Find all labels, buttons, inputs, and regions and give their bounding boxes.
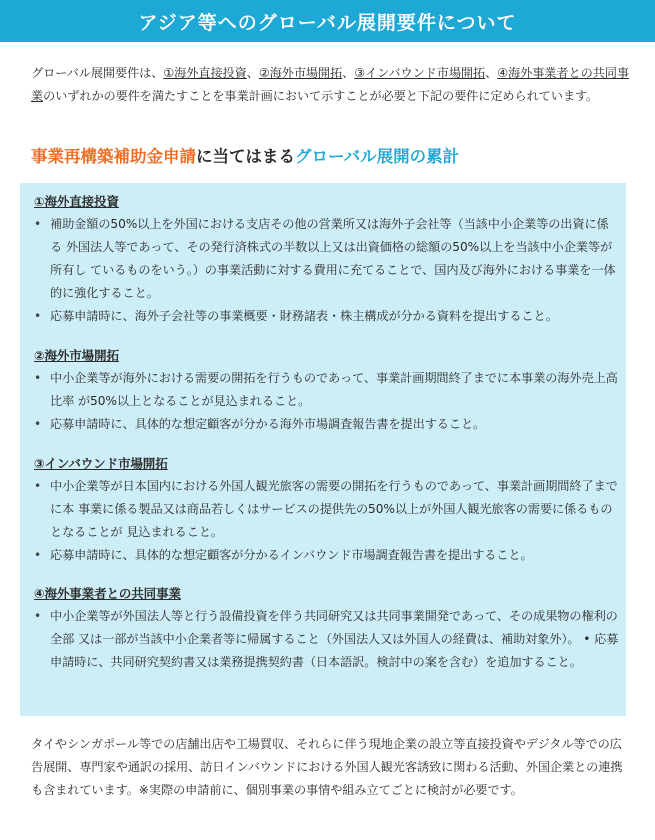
requirement-list: [34, 213, 619, 328]
section-heading-global: グローバル展開の累計: [295, 147, 460, 166]
list-item: • 中小企業等が外国法人等と行う設備投資を伴う共同研究又は共同事業開発であって、その成果物の権利の全部 又は一部が当該中小企業者等に帰属すること（外国法人又は外国人の経費は、補助対象外）。 • 応募申請時に、共同研究契約書又は業務提携契約書（日本語訳。検討中の案を含む）を追加すること。: [34, 605, 619, 674]
requirement-section-inbound-market: [34, 452, 619, 567]
requirement-list: [34, 605, 619, 674]
list-item: • 補助金額の50%以上を外国における支店その他の営業所又は海外子会社等（当該中小企業等の出資に係る 外国法人等であって、その発行済株式の半数以上又は出資価格の総額の50%以上を当該中小企業等が所有し ているものをいう。）の事業活動に対する費用に充てることで、国内及び海外における事業を一体的に強化すること。: [34, 213, 619, 305]
requirement-link-2: ②海外市場開拓: [258, 66, 343, 80]
list-item: • 応募申請時に、海外子会社等の事業概要・財務諸表・株主構成が分かる資料を提出すること。: [34, 305, 619, 328]
list-item: • 応募申請時に、具体的な想定顧客が分かる海外市場調査報告書を提出すること。: [34, 413, 619, 436]
section-heading-connector: に当てはまる: [196, 147, 295, 166]
title-banner: [0, 0, 655, 42]
intro-separator-1: 、: [246, 66, 259, 80]
intro-text-end: のいずれかの要件を満たすことを事業計画において示すことが必要と下記の要件に定められています。: [43, 89, 599, 103]
requirement-section-direct-investment: [34, 190, 619, 328]
requirement-link-3: ③インバウンド市場開拓: [354, 66, 486, 80]
intro-separator-2: 、: [342, 66, 355, 80]
requirement-title: ④海外事業者との共同事業: [34, 586, 181, 601]
page-title: アジア等へのグローバル展開要件について: [138, 11, 517, 34]
requirement-list: [34, 367, 619, 436]
requirement-link-1: ①海外直接投資: [163, 66, 247, 80]
requirement-title: ①海外直接投資: [34, 194, 119, 209]
requirement-list: [34, 475, 619, 567]
intro-separator-3: 、: [485, 66, 498, 80]
requirement-section-joint-venture: [34, 582, 619, 674]
list-item: • 中小企業等が海外における需要の開拓を行うものであって、事業計画期間終了までに本事業の海外売上高比率 が50%以上となることが見込まれること。: [34, 367, 619, 413]
requirement-title: ②海外市場開拓: [34, 348, 119, 363]
list-item: • 中小企業等が日本国内における外国人観光旅客の需要の開拓を行うものであって、事業計画期間終了までに本 事業に係る製品又は商品若しくはサービスの提供先の50%以上が外国人観光旅客の需要に係るものとなることが 見込まれること。: [34, 475, 619, 544]
requirement-title: ③インバウンド市場開拓: [34, 456, 168, 471]
section-heading-subsidy: 事業再構築補助金申請: [31, 147, 196, 166]
intro-text-start: グローバル展開要件は、: [31, 66, 164, 80]
intro-paragraph: [31, 62, 631, 108]
footer-paragraph: タイやシンガポール等での店舗出店や工場買収、それらに伴う現地企業の設立等直接投資やデジタル等での広告展開、専門家や通訳の採用、訪日インバウンドにおける外国人観光客誘致に関わる活動、外国企業との連携も含まれています。※実際の申請前に、個別事業の事情や組み立てごとに検討が必要です。: [31, 737, 623, 797]
section-heading: [31, 143, 459, 167]
requirement-link-4: ④海外事業者との共同事業: [31, 66, 629, 103]
list-item: • 応募申請時に、具体的な想定顧客が分かるインバウンド市場調査報告書を提出すること。: [34, 544, 619, 567]
requirement-section-overseas-market: [34, 344, 619, 436]
